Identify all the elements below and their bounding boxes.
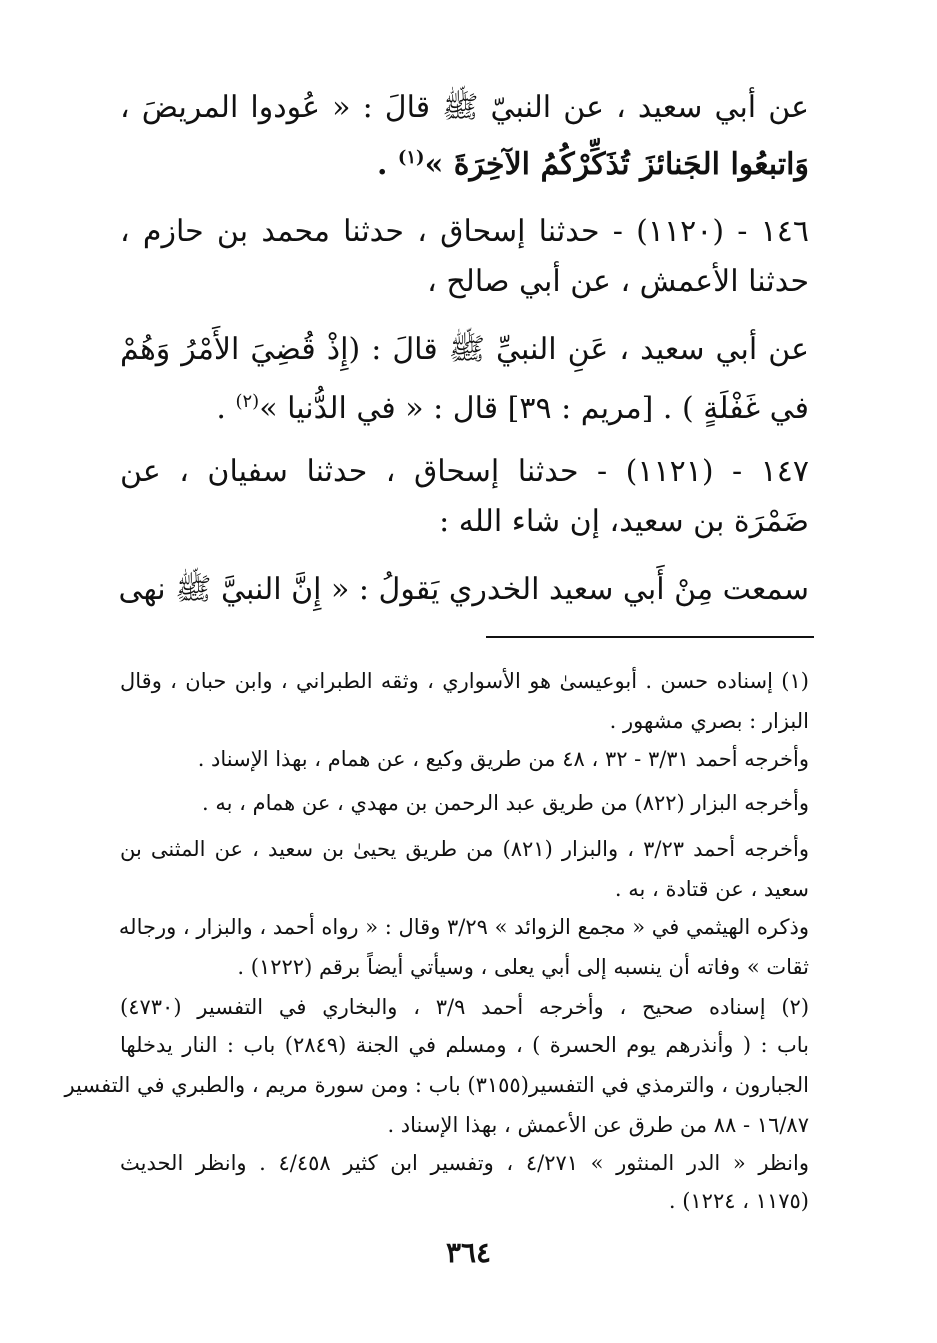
footnote-line-3: وأخرجه أحمد ٣/٣١ - ٣٢ ، ٤٨ من طريق وكيع ، عن همام ، بهذا الإسناد . (197, 747, 809, 771)
footnote-line-10: باب : ( وأنذرهم يوم الحسرة ) ، ومسلم في الجنة (٢٨٤٩) باب : النار يدخلها (120, 1033, 809, 1057)
main-text-line-2 (120, 138, 809, 180)
footnote-line-6: سعيد ، عن قتادة ، به . (614, 877, 809, 901)
main-text-line-2-body: وَاتبعُوا الجَنائزَ تُذَكِّرْكُمُ الآخِرَةَ » (424, 147, 809, 182)
main-text-line-2-end: . (376, 147, 398, 182)
footnote-line-12: ١٦/٨٧ - ٨٨ من طرق عن الأعمش ، بهذا الإسناد . (387, 1113, 809, 1137)
main-text-line-6-body: في غَفْلَةٍ ) . [مريم : ٣٩] قال : « في الدُّنيا » (259, 391, 809, 426)
footnote-line-14: (١١٧٥ ، ١٢٢٤) . (668, 1189, 809, 1213)
footnote-line-8: ثقات » وفاته أن ينسبه إلى أبي يعلى ، وسيأتي أيضاً برقم (١٢٢٢) . (237, 955, 809, 979)
main-text-line-4: حدثنا الأعمش ، عن أبي صالح ، (427, 264, 809, 299)
main-text-line-6 (120, 382, 809, 424)
footnote-line-7: وذكره الهيثمي في « مجمع الزوائد » ٣/٢٩ وقال : « رواه أحمد ، والبزار ، ورجاله (118, 915, 809, 939)
main-text-line-9: سمعت مِنْ أَبي سعيد الخدري يَقولُ : « إِنَّ النبيَّ ﷺ نهى (118, 572, 809, 607)
main-text-line-7: ١٤٧ - (١١٢١) - حدثنا إسحاق ، حدثنا سفيان ، عن (120, 454, 809, 489)
footnote-ref-1: (١) (397, 147, 425, 168)
footnote-line-2: البزار : بصري مشهور . (609, 709, 809, 733)
footnote-line-9: (٢) إسناده صحيح ، وأخرجه أحمد ٣/٩ ، والبخاري في التفسير (٤٧٣٠) (120, 995, 810, 1019)
footnote-separator (486, 636, 814, 638)
page-number: ٣٦٤ (445, 1236, 492, 1269)
footnote-ref-2: (٢) (235, 391, 260, 412)
footnote-line-11: الجبارون ، والترمذي في التفسير(٣١٥٥) باب : ومن سورة مريم ، والطبري في التفسير (64, 1073, 809, 1097)
main-text-line-6-end: . (216, 391, 236, 426)
footnote-line-13: وانظر « الدر المنثور » ٤/٢٧١ ، وتفسير ابن كثير ٤/٤٥٨ . وانظر الحديث (120, 1151, 809, 1175)
main-text-line-8: ضَمْرَة بن سعيد، إن شاء الله : (439, 504, 809, 539)
main-text-line-1: عن أبي سعيد ، عن النبيّ ﷺ قالَ : « عُودوا المريضَ ، (120, 90, 809, 125)
footnote-line-1: (١) إسناده حسن . أبوعيسىٰ هو الأسواري ، وثقه الطبراني ، وابن حبان ، وقال (120, 669, 809, 693)
main-text-line-5: عن أبي سعيد ، عَنِ النبيِّ ﷺ قالَ : (إِذْ قُضِيَ الأَمْرُ وَهُمْ (120, 332, 809, 367)
footnote-line-4: وأخرجه البزار (٨٢٢) من طريق عبد الرحمن بن مهدي ، عن همام ، به . (201, 791, 809, 815)
main-text-line-3: ١٤٦ - (١١٢٠) - حدثنا إسحاق ، حدثنا محمد بن حازم ، (120, 214, 809, 249)
footnote-line-5: وأخرجه أحمد ٣/٢٣ ، والبزار (٨٢١) من طريق يحيىٰ بن سعيد ، عن المثنى بن (120, 837, 809, 861)
